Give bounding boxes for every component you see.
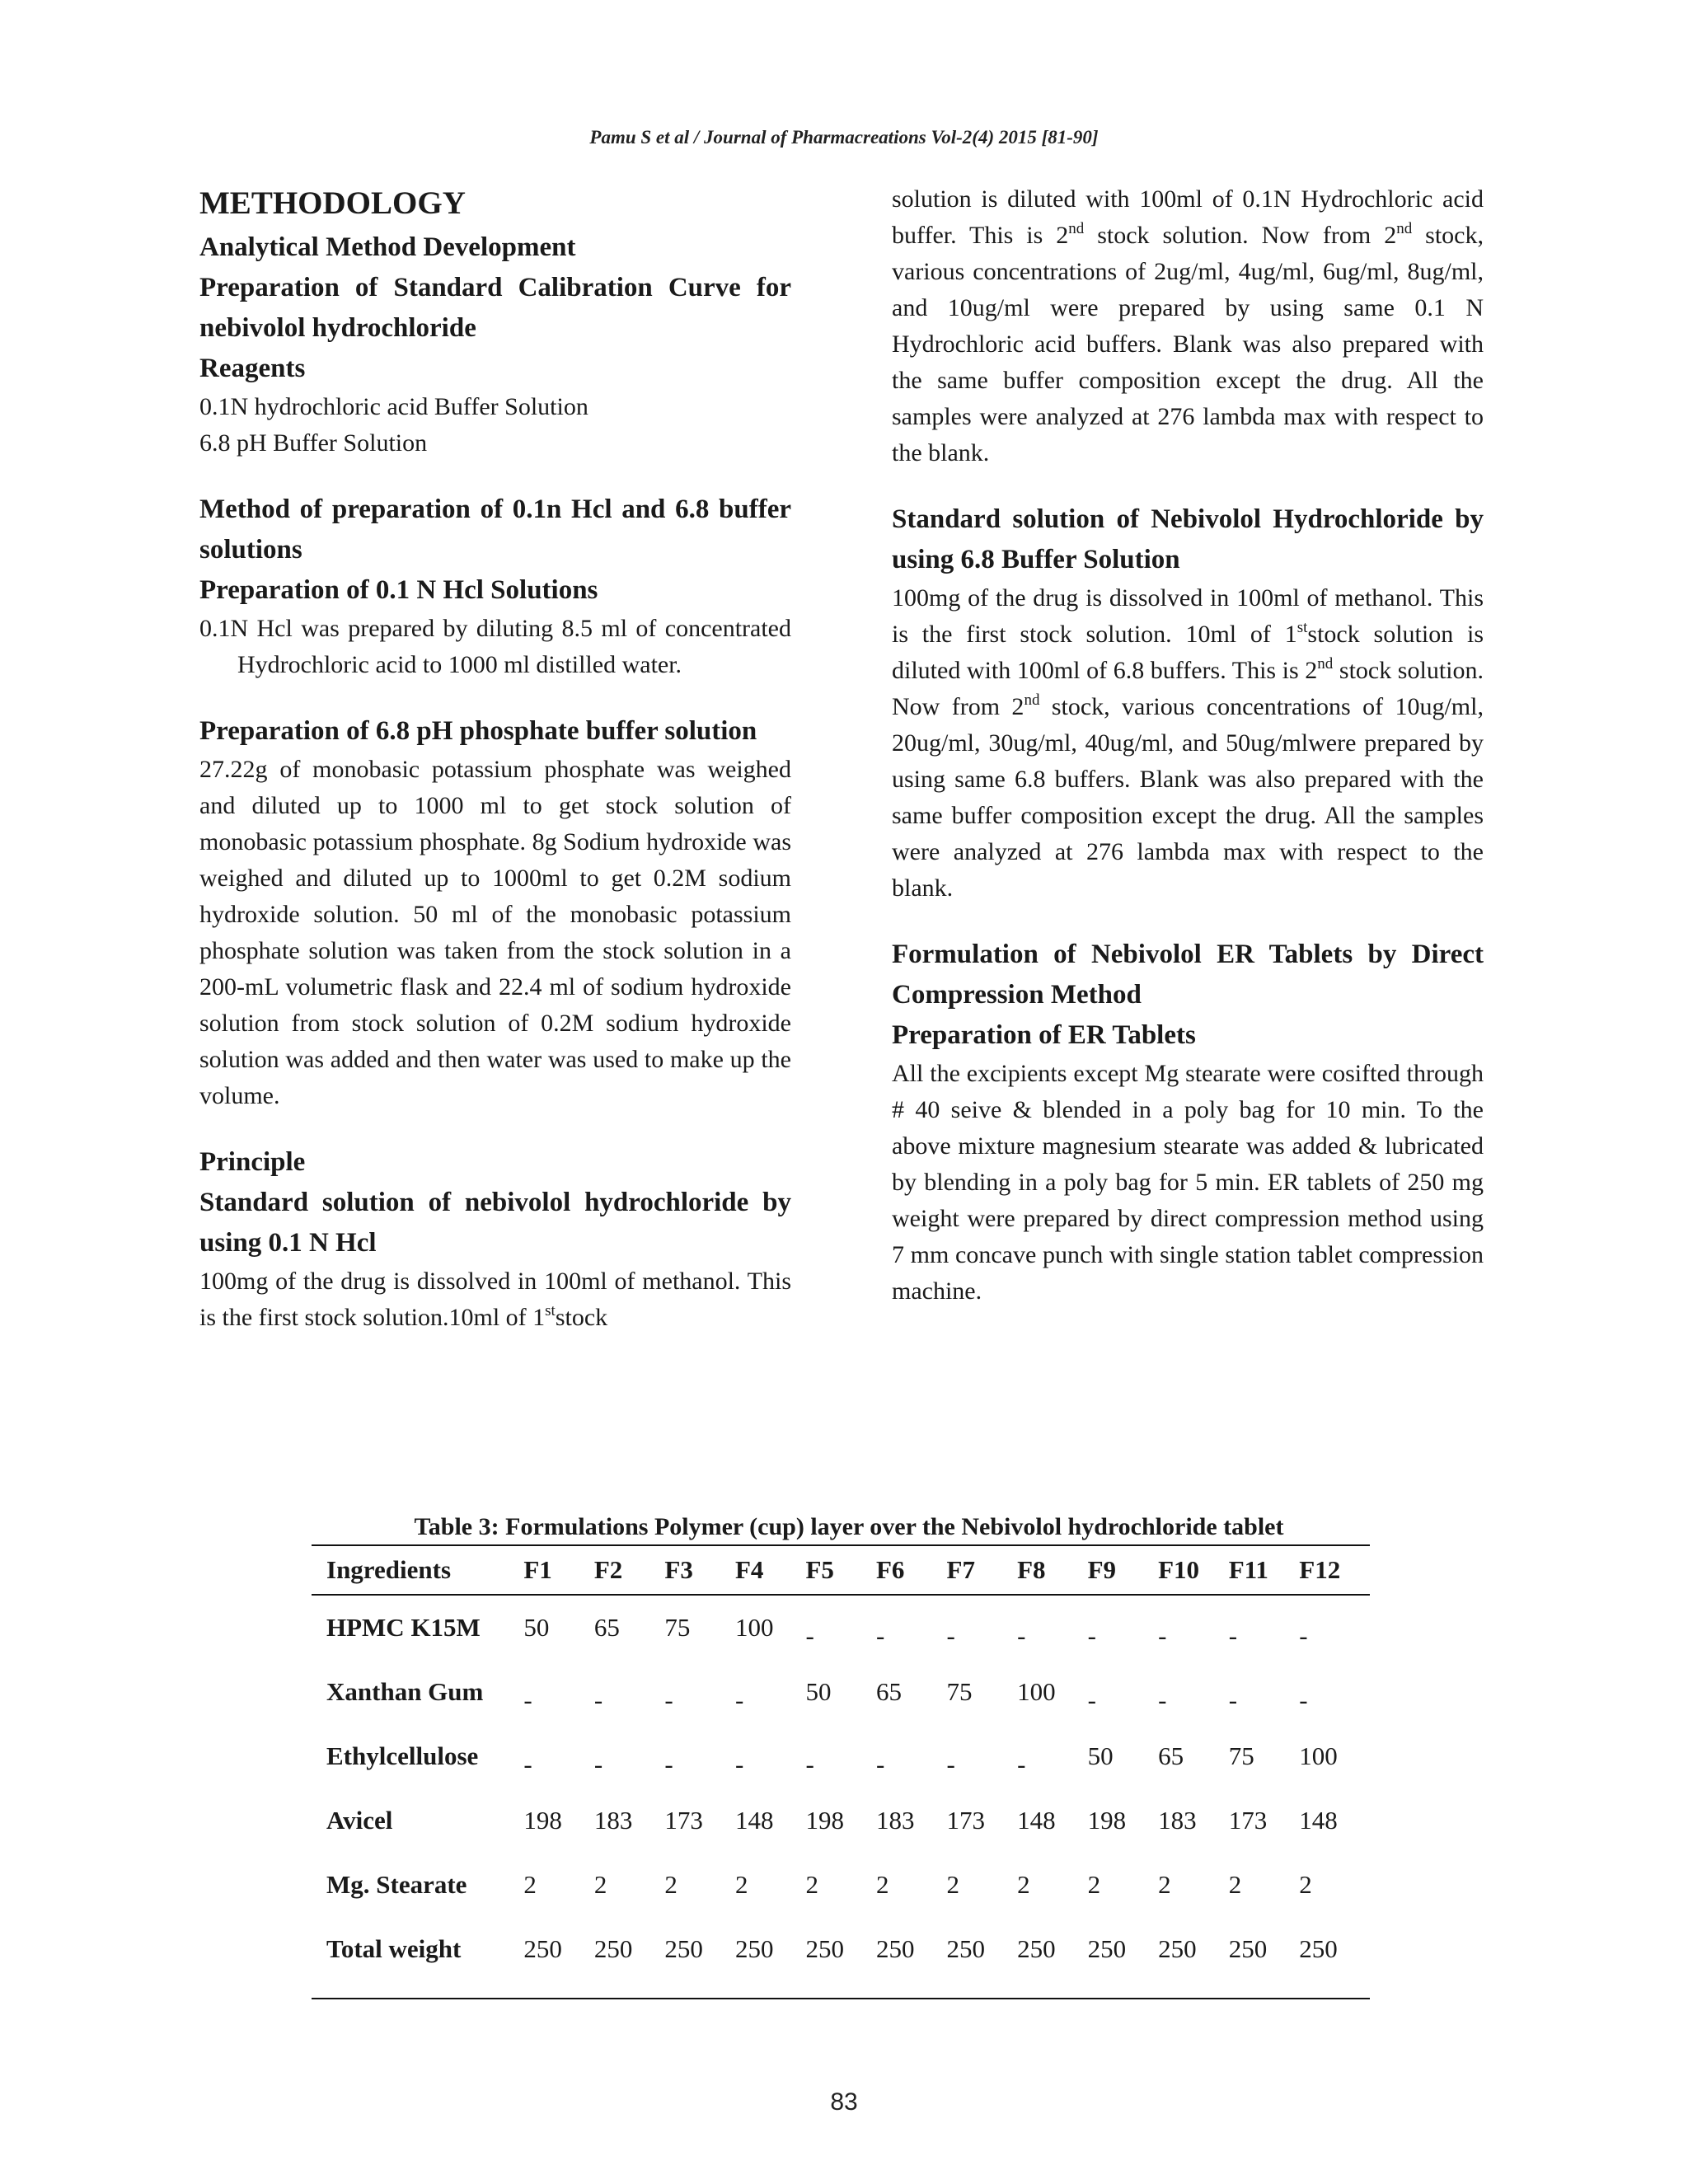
table-cell: 2 xyxy=(946,1870,960,1899)
page-number: 83 xyxy=(830,2088,858,2116)
heading-hcl-preparation: Preparation of 0.1 N Hcl Solutions xyxy=(199,575,598,605)
table-row xyxy=(312,1595,1370,1660)
table-cell xyxy=(1229,1595,1300,1660)
table-cell xyxy=(1158,1595,1229,1660)
table-cell: 50 xyxy=(523,1613,550,1642)
continued-paragraph: solution is diluted with 100ml of 0.1N Hydrochloric acid buffer. This is 2nd stock solution. Now from 2nd stock, various concentrations of 2ug/ml, 4ug/ml, 6ug/ml, 8ug/ml, and 10ug/ml were prepared by using same 0.1 N Hydrochloric acid buffers. Blank was also prepared with the same buffer composition except the drug. All the samples were analyzed at 276 lambda max with respect to the blank. xyxy=(892,185,1484,466)
table-row-label: Total weight xyxy=(326,1934,462,1963)
table-header-cell: F11 xyxy=(1228,1555,1268,1584)
heading-standard-hcl: Standard solution of nebivolol hydrochloride by using 0.1 N Hcl xyxy=(199,1188,791,1258)
table-cell: 250 xyxy=(664,1934,703,1963)
table-cell: 75 xyxy=(664,1613,691,1642)
table-row xyxy=(312,1917,1370,1999)
heading-analytical-method: Analytical Method Development xyxy=(199,232,576,262)
table-cell xyxy=(876,1595,947,1660)
table-cell: 2 xyxy=(1158,1870,1171,1899)
table-cell: 198 xyxy=(523,1806,562,1835)
empty-cell-dash: - xyxy=(946,1750,955,1779)
table-header-cell: F9 xyxy=(1087,1555,1117,1584)
empty-cell-dash: - xyxy=(1228,1685,1238,1714)
table-cell: 250 xyxy=(1158,1934,1197,1963)
table-header-cell: F8 xyxy=(1017,1555,1046,1584)
table-cell xyxy=(523,1660,594,1724)
heading-er-preparation: Preparation of ER Tablets xyxy=(892,1020,1196,1050)
table-header-cell: F12 xyxy=(1299,1555,1341,1584)
table-header-cell: F7 xyxy=(946,1555,975,1584)
table-cell: 250 xyxy=(523,1934,562,1963)
table-cell: 50 xyxy=(805,1677,832,1706)
table-cell xyxy=(805,1724,876,1788)
reagent-item: 6.8 pH Buffer Solution xyxy=(199,429,428,457)
empty-cell-dash: - xyxy=(593,1685,603,1714)
formulation-table-block xyxy=(312,1513,1370,1999)
table-cell xyxy=(1299,1660,1370,1724)
er-paragraph: All the excipients except Mg stearate were cosifted through # 40 seive & blended in a poly bag for 10 min. To the above mixture magnesium stearate was added & lubricated by blending in a poly bag for 5 min. ER tablets of 250 mg weight were prepared by direct compression method using 7 mm concave punch with single station tablet compression machine. xyxy=(892,1060,1484,1305)
table-cell: 183 xyxy=(593,1806,633,1835)
table-cell: 148 xyxy=(1017,1806,1056,1835)
reagent-item: 0.1N hydrochloric acid Buffer Solution xyxy=(199,393,588,420)
heading-principle: Principle xyxy=(199,1147,306,1177)
left-column xyxy=(199,181,791,1336)
table-cell: 198 xyxy=(805,1806,844,1835)
table-cell xyxy=(805,1595,876,1660)
table-row-label: Xanthan Gum xyxy=(326,1677,484,1706)
table-cell: 250 xyxy=(1228,1934,1268,1963)
heading-reagents: Reagents xyxy=(199,354,306,383)
table-cell: 198 xyxy=(1087,1806,1127,1835)
empty-cell-dash: - xyxy=(876,1750,885,1779)
table-row xyxy=(312,1788,1370,1853)
heading-method-preparation: Method of preparation of 0.1n Hcl and 6.8 buffer solutions xyxy=(199,494,791,565)
table-cell: 173 xyxy=(946,1806,986,1835)
table-row-label: Avicel xyxy=(326,1806,393,1835)
formulation-table xyxy=(312,1544,1370,1999)
table-cell: 148 xyxy=(734,1806,774,1835)
running-head: Pamu S et al / Journal of Pharmacreations Vol-2(4) 2015 [81-90] xyxy=(589,127,1099,148)
table-header-cell: F6 xyxy=(876,1555,905,1584)
table-cell: 2 xyxy=(523,1870,537,1899)
table-cell xyxy=(947,1595,1018,1660)
empty-cell-dash: - xyxy=(1299,1621,1308,1650)
table-caption: Table 3: Formulations Polymer (cup) layer over the Nebivolol hydrochloride tablet xyxy=(414,1513,1284,1540)
empty-cell-dash: - xyxy=(876,1621,885,1650)
table-cell: 250 xyxy=(593,1934,633,1963)
table-cell: 173 xyxy=(1228,1806,1268,1835)
empty-cell-dash: - xyxy=(1228,1621,1238,1650)
table-cell xyxy=(947,1724,1018,1788)
table-cell: 2 xyxy=(805,1870,818,1899)
table-header-cell: F10 xyxy=(1158,1555,1200,1584)
table-cell: 250 xyxy=(946,1934,986,1963)
empty-cell-dash: - xyxy=(734,1685,744,1714)
table-cell xyxy=(735,1660,806,1724)
heading-calibration-curve: Preparation of Standard Calibration Curve for nebivolol hydrochloride xyxy=(199,273,791,343)
standard-68-paragraph: 100mg of the drug is dissolved in 100ml of methanol. This is the first stock solution. 10ml of 1ststock solution is diluted with 100ml of 6.8 buffers. This is 2nd stock solution. Now from 2nd stock, various concentrations of 10ug/ml, 20ug/ml, 30ug/ml, 40ug/ml, and 50ug/mlwere prepared by using same 6.8 buffers. Blank was also prepared with the same buffer composition except the drug. All the samples were analyzed at 276 lambda max with respect to the blank. xyxy=(892,584,1484,902)
table-cell: 100 xyxy=(734,1613,774,1642)
empty-cell-dash: - xyxy=(1299,1685,1308,1714)
empty-cell-dash: - xyxy=(1017,1750,1026,1779)
table-row xyxy=(312,1853,1370,1917)
table-cell: 250 xyxy=(876,1934,915,1963)
table-row xyxy=(312,1724,1370,1788)
table-cell xyxy=(1017,1724,1088,1788)
table-cell xyxy=(1299,1595,1370,1660)
table-cell: 2 xyxy=(1017,1870,1030,1899)
table-header-cell: F2 xyxy=(593,1555,623,1584)
table-header-cell: F5 xyxy=(805,1555,834,1584)
empty-cell-dash: - xyxy=(523,1685,532,1714)
table-row-label: HPMC K15M xyxy=(326,1613,481,1642)
empty-cell-dash: - xyxy=(664,1685,673,1714)
table-cell xyxy=(876,1724,947,1788)
table-cell: 250 xyxy=(1299,1934,1338,1963)
table-header-cell: F1 xyxy=(523,1555,552,1584)
table-header-cell: F3 xyxy=(664,1555,693,1584)
hcl-paragraph: 0.1N Hcl was prepared by diluting 8.5 ml of concentrated Hydrochloric acid to 1000 ml distilled water. xyxy=(199,615,791,678)
table-cell xyxy=(523,1724,594,1788)
empty-cell-dash: - xyxy=(805,1621,814,1650)
heading-methodology: METHODOLOGY xyxy=(199,185,466,221)
table-cell: 2 xyxy=(1228,1870,1242,1899)
table-cell: 2 xyxy=(876,1870,889,1899)
table-row xyxy=(312,1660,1370,1724)
table-cell xyxy=(1229,1660,1300,1724)
empty-cell-dash: - xyxy=(523,1750,532,1779)
empty-cell-dash: - xyxy=(1087,1685,1096,1714)
table-header-cell: F4 xyxy=(734,1555,764,1584)
table-cell: 50 xyxy=(1087,1741,1114,1770)
table-header-cell: Ingredients xyxy=(326,1555,452,1584)
table-cell: 2 xyxy=(1299,1870,1312,1899)
table-cell: 250 xyxy=(1017,1934,1056,1963)
empty-cell-dash: - xyxy=(1087,1621,1096,1650)
table-cell: 65 xyxy=(876,1677,902,1706)
empty-cell-dash: - xyxy=(1158,1685,1167,1714)
standard-hcl-paragraph: 100mg of the drug is dissolved in 100ml of methanol. This is the first stock solution.10ml of 1ststock xyxy=(199,1268,791,1331)
table-cell xyxy=(1017,1595,1088,1660)
empty-cell-dash: - xyxy=(946,1621,955,1650)
empty-cell-dash: - xyxy=(593,1750,603,1779)
table-cell: 75 xyxy=(946,1677,973,1706)
empty-cell-dash: - xyxy=(805,1750,814,1779)
table-cell xyxy=(594,1724,665,1788)
table-cell: 75 xyxy=(1228,1741,1254,1770)
table-cell: 2 xyxy=(593,1870,607,1899)
table-row-label: Ethylcellulose xyxy=(326,1741,479,1770)
table-cell xyxy=(664,1660,735,1724)
table-row-label: Mg. Stearate xyxy=(326,1870,467,1899)
table-cell: 183 xyxy=(1158,1806,1197,1835)
table-cell: 100 xyxy=(1299,1741,1338,1770)
empty-cell-dash: - xyxy=(734,1750,744,1779)
table-cell: 2 xyxy=(1087,1870,1101,1899)
table-cell xyxy=(1088,1660,1159,1724)
right-column xyxy=(892,181,1484,1310)
empty-cell-dash: - xyxy=(1017,1621,1026,1650)
empty-cell-dash: - xyxy=(664,1750,673,1779)
table-header-row xyxy=(312,1545,1370,1595)
heading-phosphate-buffer: Preparation of 6.8 pH phosphate buffer solution xyxy=(199,716,757,746)
phosphate-paragraph: 27.22g of monobasic potassium phosphate was weighed and diluted up to 1000 ml to get stock solution of monobasic potassium phosphate. 8g Sodium hydroxide was weighed and diluted up to 1000ml to get 0.2M sodium hydroxide solution. 50 ml of the monobasic potassium phosphate solution was taken from the stock solution in a 200-mL volumetric flask and 22.4 ml of sodium hydroxide solution from stock solution of 0.2M sodium hydroxide solution was added and then water was used to make up the volume. xyxy=(199,756,791,1109)
table-cell xyxy=(1088,1595,1159,1660)
table-cell: 173 xyxy=(664,1806,703,1835)
table-cell: 2 xyxy=(664,1870,678,1899)
table-cell: 250 xyxy=(734,1934,774,1963)
table-cell: 65 xyxy=(593,1613,620,1642)
table-cell xyxy=(1158,1660,1229,1724)
heading-formulation: Formulation of Nebivolol ER Tablets by Direct Compression Method xyxy=(892,940,1484,1010)
table-cell: 100 xyxy=(1017,1677,1056,1706)
table-cell: 250 xyxy=(805,1934,844,1963)
table-cell xyxy=(664,1724,735,1788)
table-cell: 148 xyxy=(1299,1806,1338,1835)
table-cell: 65 xyxy=(1158,1741,1184,1770)
table-cell: 183 xyxy=(876,1806,915,1835)
table-cell xyxy=(594,1660,665,1724)
heading-standard-68: Standard solution of Nebivolol Hydrochloride by using 6.8 Buffer Solution xyxy=(892,504,1484,574)
table-cell: 2 xyxy=(734,1870,748,1899)
empty-cell-dash: - xyxy=(1158,1621,1167,1650)
table-cell xyxy=(735,1724,806,1788)
table-cell: 250 xyxy=(1087,1934,1127,1963)
